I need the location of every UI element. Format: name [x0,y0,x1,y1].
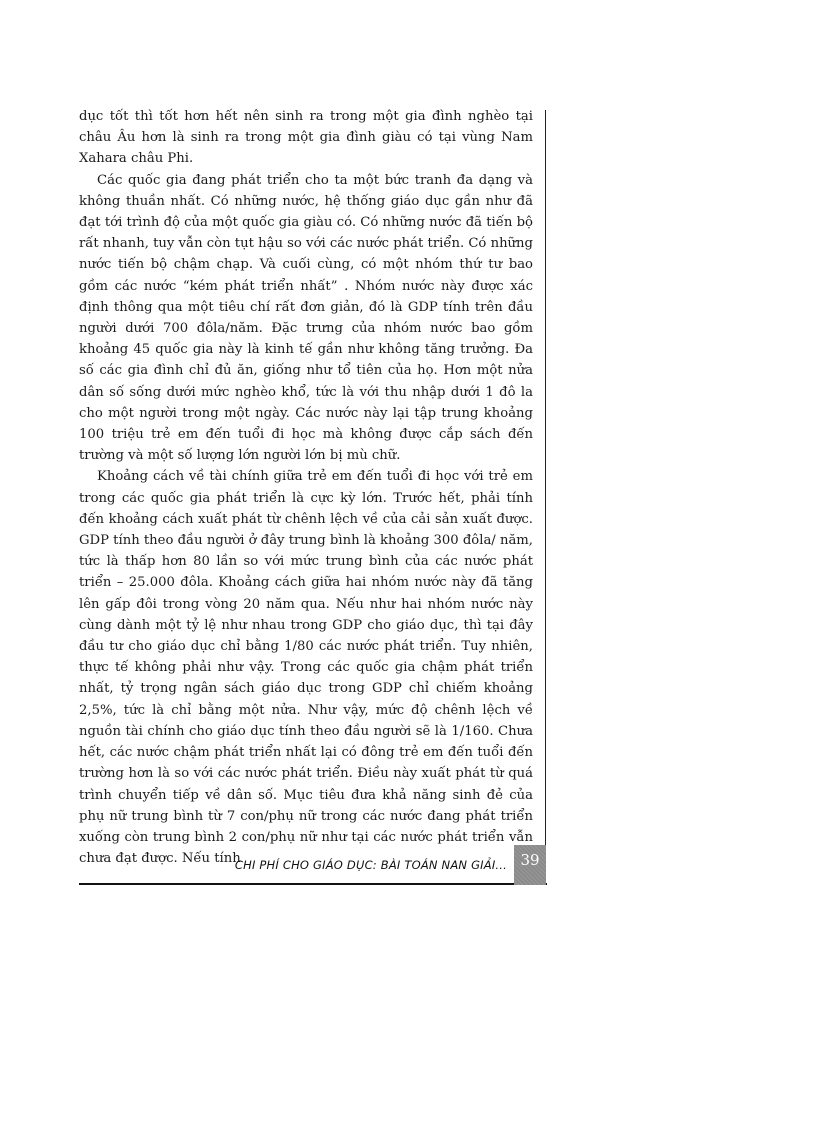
body-text [79,106,533,869]
page-right-rule [545,110,546,845]
paragraph-3: Khoảng cách về tài chính giữa trẻ em đến tuổi đi học với trẻ em trong các quốc gia phát triển là cực kỳ lớn. Trước hết, phải tính đến khoảng cách xuất phát từ chênh lệch về của cải sản xuất được. GDP tính theo đầu người ở đây trung bình là khoảng 300 đôla/ năm, tức là thấp hơn 80 lần so với mức trung bình của các nước phát triển – 25.000 đôla. Khoảng cách giữa hai nhóm nước này đã tăng lên gấp đôi trong vòng 20 năm qua. Nếu như hai nhóm nước này cùng dành một tỷ lệ như nhau trong GDP cho giáo dục, thì tại đây đầu tư cho giáo dục chỉ bằng 1/80 các nước phát triển. Tuy nhiên, thực tế không phải như vậy. Trong các quốc gia chậm phát triển nhất, tỷ trọng ngân sách giáo dục trong GDP chỉ chiếm khoảng 2,5%, tức là chỉ bằng một nửa. Như vậy, mức độ chênh lệch về nguồn tài chính cho giáo dục tính theo đầu người sẽ là 1/160. Chưa hết, các nước chậm phát triển nhất lại có đông trẻ em đến tuổi đến trường hơn là so với các nước phát triển. Điều này xuất phát từ quá trình chuyển tiếp về dân số. Mục tiêu đưa khả năng sinh đẻ của phụ nữ trung bình từ 7 con/phụ nữ trong các nước đang phát triển xuống còn trung bình 2 con/phụ nữ như tại các nước phát triển vẫn chưa đạt được. Nếu tính [79,469,533,867]
page-number-box [514,845,546,885]
running-footer-title: CHI PHÍ CHO GIÁO DỤC: BÀI TOÁN NAN GIẢI... [234,858,507,872]
paragraph-1: dục tốt thì tốt hơn hết nên sinh ra trong một gia đình nghèo tại châu Âu hơn là sinh ra trong một gia đình giàu có tại vùng Nam Xahara châu Phi. [79,109,533,167]
page-number: 39 [520,851,540,869]
paragraph-2: Các quốc gia đang phát triển cho ta một bức tranh đa dạng và không thuần nhất. Có những nước, hệ thống giáo dục gần như đã đạt tới trình độ của một quốc gia giàu có. Có những nước đã tiến bộ rất nhanh, tuy vẫn còn tụt hậu so với các nước phát triển. Có những nước tiến bộ chậm chạp. Và cuối cùng, có một nhóm thứ tư bao gồm các nước “kém phát triển nhất” . Nhóm nước này được xác định thông qua một tiêu chí rất đơn giản, đó là GDP tính trên đầu người dưới 700 đôla/năm. Đặc trưng của nhóm nước bao gồm khoảng 45 quốc gia này là kinh tế gần như không tăng trưởng. Đa số các gia đình chỉ đủ ăn, giống như tổ tiên của họ. Hơn một nửa dân số sống dưới mức nghèo khổ, tức là với thu nhập dưới 1 đô la cho một người trong một ngày. Các nước này lại tập trung khoảng 100 triệu trẻ em đến tuổi đi học mà không được cắp sách đến trường và một số lượng lớn người lớn bị mù chữ. [79,172,533,464]
footer-rule [79,883,547,885]
